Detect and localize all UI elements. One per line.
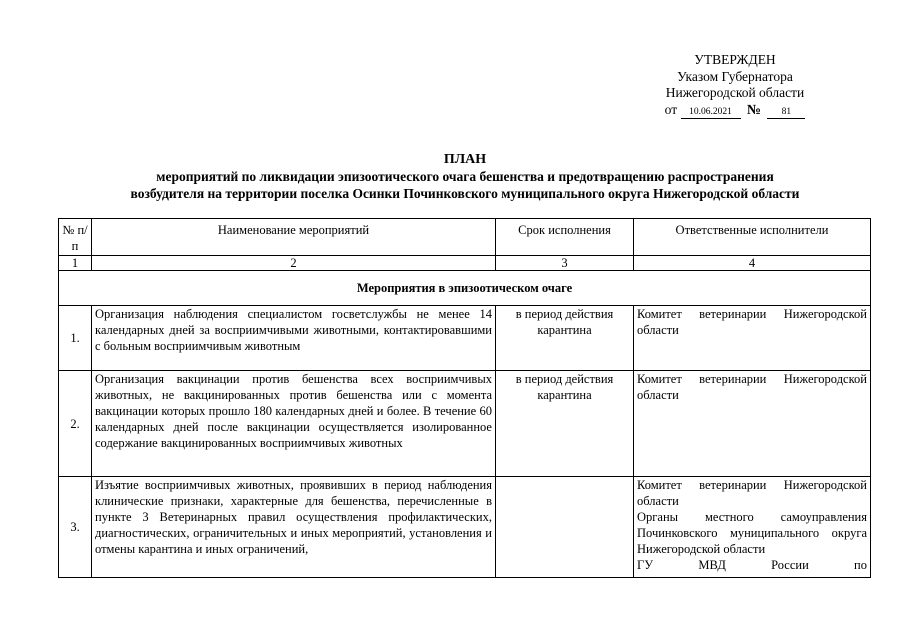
column-number: 2 bbox=[92, 256, 496, 271]
header-number: № п/п bbox=[59, 219, 92, 256]
approval-region: Нижегородской области bbox=[665, 85, 805, 100]
responsible-entry: Комитет ветеринарии Нижегородской области bbox=[637, 372, 867, 402]
row-number: 3. bbox=[59, 477, 92, 578]
responsible-entry: Органы местного самоуправления Починковского муниципального округа Нижегородской области bbox=[637, 510, 867, 556]
approval-date: 10.06.2021 bbox=[681, 107, 741, 119]
approval-stamp bbox=[600, 52, 870, 119]
section-row bbox=[59, 271, 871, 306]
approval-number-sign: № bbox=[746, 102, 761, 118]
table-row bbox=[59, 477, 871, 578]
plan-title-subtitle-1: мероприятий по ликвидации эпизоотического очага бешенства и предотвращению распространения bbox=[156, 169, 774, 184]
plan-title-subtitle-2: возбудителя на территории поселка Осинки Починковского муниципального округа Нижегородской области bbox=[130, 186, 800, 201]
section-title: Мероприятия в эпизоотическом очаге bbox=[59, 271, 871, 306]
header-deadline: Срок исполнения bbox=[496, 219, 634, 256]
row-number: 1. bbox=[59, 306, 92, 371]
row-deadline bbox=[496, 477, 634, 578]
header-responsible: Ответственные исполнители bbox=[634, 219, 871, 256]
table-header-row bbox=[59, 219, 871, 256]
responsible-entry: ГУ МВД России по bbox=[637, 558, 867, 572]
responsible-entry: Комитет ветеринарии Нижегородской области bbox=[637, 307, 867, 337]
approval-heading: УТВЕРЖДЕН bbox=[694, 52, 776, 67]
plan-title-heading: ПЛАН bbox=[443, 152, 487, 167]
column-number: 4 bbox=[634, 256, 871, 271]
column-number: 3 bbox=[496, 256, 634, 271]
row-activity: Организация наблюдения специалистом госветслужбы не менее 14 календарных дней за восприимчивыми животными, контактировавшими с больным восприимчивым животным bbox=[92, 306, 496, 371]
row-responsible bbox=[634, 477, 871, 578]
column-number: 1 bbox=[59, 256, 92, 271]
approval-from-label: от bbox=[664, 101, 678, 117]
row-activity: Изъятие восприимчивых животных, проявивших в период наблюдения клинические признаки, характерные для бешенства, перечисленные в пункте 3 Ветеринарных правил осуществления профилактических, диагностических, ограничительных и иных мероприятий, установления и отмены карантина и иных ограничений, bbox=[92, 477, 496, 578]
header-activity: Наименование мероприятий bbox=[92, 219, 496, 256]
row-deadline: в период действия карантина bbox=[496, 371, 634, 477]
row-number: 2. bbox=[59, 371, 92, 477]
row-responsible bbox=[634, 371, 871, 477]
row-activity: Организация вакцинации против бешенства всех восприимчивых животных, не вакцинированных против бешенства или с момента вакцинации которых прошло 180 календарных дней и более. В течение 60 календарных дней после вакцинации осуществляется изолированное содержание вакцинированных восприимчивых животных bbox=[92, 371, 496, 477]
table-row bbox=[59, 306, 871, 371]
responsible-entry: Комитет ветеринарии Нижегородской области bbox=[637, 478, 867, 508]
table-row bbox=[59, 371, 871, 477]
plan-title bbox=[60, 151, 870, 202]
row-responsible bbox=[634, 306, 871, 371]
approval-decree: Указом Губернатора bbox=[677, 68, 793, 84]
approval-date-line bbox=[600, 102, 870, 120]
plan-table bbox=[58, 218, 871, 578]
approval-number: 81 bbox=[767, 107, 805, 119]
column-number-row bbox=[59, 256, 871, 271]
row-deadline: в период действия карантина bbox=[496, 306, 634, 371]
